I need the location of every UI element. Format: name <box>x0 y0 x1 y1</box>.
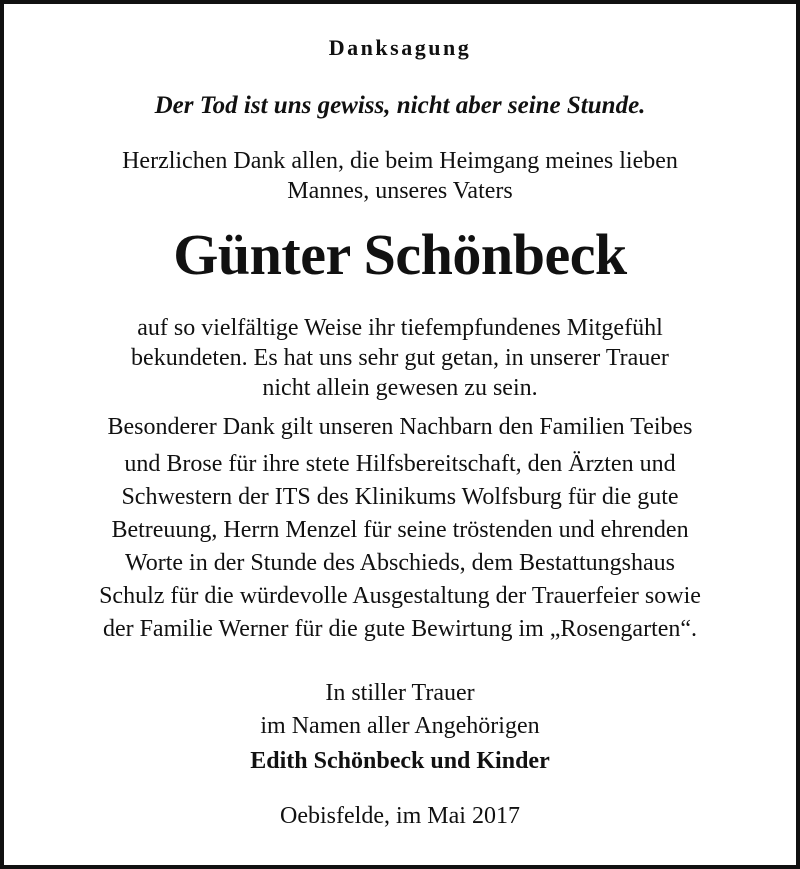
place-date-line: Oebisfelde, im Mai 2017 <box>280 803 520 829</box>
notice-heading: Danksagung <box>328 35 472 60</box>
body-line: Besonderer Dank gilt unseren Nachbarn den Familien Teibes <box>107 414 693 440</box>
body-line: auf so vielfältige Weise ihr tiefempfundenes Mitgefühl <box>137 315 663 341</box>
body-line: Schulz für die würdevolle Ausgestaltung der Trauerfeier sowie <box>99 583 701 609</box>
body-line: bekundeten. Es hat uns sehr gut getan, in unserer Trauer <box>131 345 669 371</box>
closing-line: In stiller Trauer <box>325 680 475 706</box>
body-line: nicht allein gewesen zu sein. <box>262 375 538 401</box>
intro-line: Herzlichen Dank allen, die beim Heimgang meines lieben <box>122 148 678 174</box>
deceased-name: Günter Schönbeck <box>173 222 627 287</box>
body-line: Worte in der Stunde des Abschieds, dem Bestattungshaus <box>125 550 675 576</box>
body-line: Betreuung, Herrn Menzel für seine tröstenden und ehrenden <box>111 517 689 543</box>
body-line: und Brose für ihre stete Hilfsbereitschaft, den Ärzten und <box>124 451 676 477</box>
signature-line: Edith Schönbeck und Kinder <box>250 748 550 774</box>
intro-line: Mannes, unseres Vaters <box>287 178 513 204</box>
motto-line: Der Tod ist uns gewiss, nicht aber seine Stunde. <box>154 92 646 119</box>
body-line: Schwestern der ITS des Klinikums Wolfsburg für die gute <box>121 484 679 510</box>
closing-line: im Namen aller Angehörigen <box>260 713 540 739</box>
body-line: der Familie Werner für die gute Bewirtung im „Rosengarten“. <box>102 616 698 642</box>
